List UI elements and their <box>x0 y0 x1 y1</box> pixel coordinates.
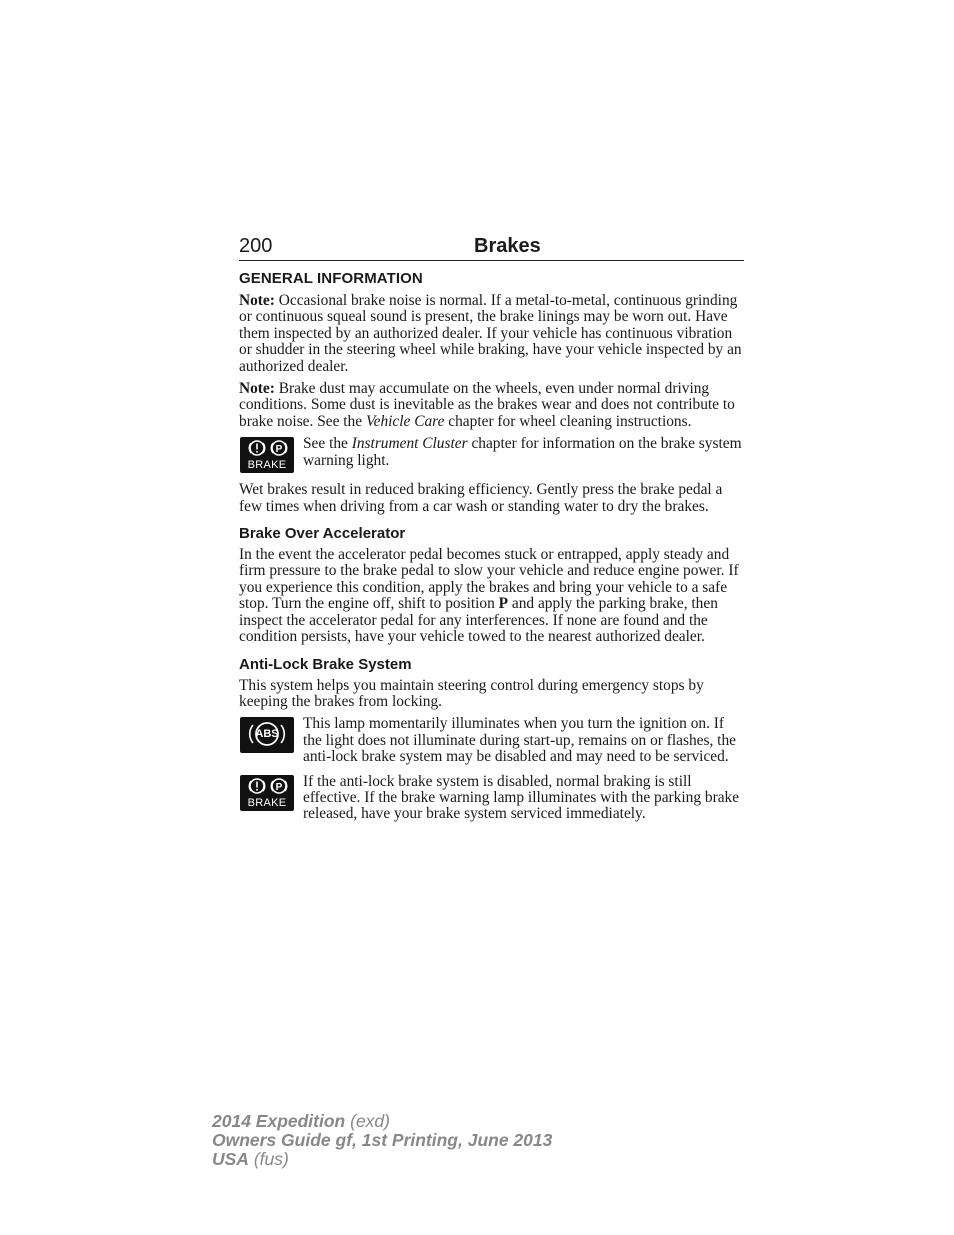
abs-lamp-text: This lamp momentarily illuminates when you turn the ignition on. If the light does not illuminate during start-up, remains on or flashes, the anti-lock brake system may be disabled and may need to be serviced. <box>303 716 736 766</box>
brake-over-accelerator-paragraph <box>239 547 744 645</box>
brake-warning-info <box>239 436 744 476</box>
note-text: Occasional brake noise is normal. If a metal-to-metal, continuous grinding or continuous squeal sound is present, the brake linings may be worn out. Have them inspected by an authorized dealer. If your vehicle has continuous vibration or shudder in the steering wheel while braking, have your vehicle inspected by an authorized dealer. <box>239 292 742 375</box>
vehicle-care-reference: Vehicle Care <box>365 412 445 430</box>
abs-lamp-info <box>239 716 744 771</box>
footer-guide-line <box>212 1131 552 1150</box>
footer-model: 2014 Expedition <box>212 1111 346 1131</box>
abs-disabled-text: If the anti-lock brake system is disabled, normal braking is still effective. If the brake warning lamp illuminates with the parking brake released, have your brake system serviced immediately. <box>303 773 740 823</box>
section-title-brake-over-accelerator: Brake Over Accelerator <box>239 525 406 543</box>
svg-text:P: P <box>275 444 283 456</box>
manual-page <box>239 228 744 835</box>
brake-warning-icon <box>240 437 294 473</box>
wet-brakes-paragraph: Wet brakes result in reduced braking efficiency. Gently press the brake pedal a few times when driving from a car wash or standing water to dry the brakes. <box>239 481 723 515</box>
page-footer <box>212 1112 552 1169</box>
footer-region-code: (fus) <box>248 1149 289 1169</box>
footer-model-line <box>212 1112 552 1131</box>
note-label: Note: <box>239 380 275 398</box>
page-number: 200 <box>239 235 273 257</box>
abs-icon-label: ABS <box>255 728 279 741</box>
park-position: P <box>498 595 509 613</box>
note-brake-dust <box>239 381 744 430</box>
text-run: and apply the parking brake, then inspect the accelerator pedal for any interferences. If none are found and the condition persists, have your vehicle towed to the nearest authorized dealer. <box>239 595 718 646</box>
footer-region: USA <box>212 1149 249 1169</box>
note-label: Note: <box>239 292 275 309</box>
chapter-title: Brakes <box>474 235 541 257</box>
brake-warning-text <box>239 436 744 472</box>
note-text-b: chapter for wheel cleaning instructions. <box>444 412 692 430</box>
note-text-a: Brake dust may accumulate on the wheels, even under normal driving conditions. Some dust is inevitable as the brakes wear and does not contribute to brake noise. See the <box>239 380 735 430</box>
text-run: chapter for information on the brake system warning light. <box>303 436 742 469</box>
brake-icon-label: BRAKE <box>247 796 287 809</box>
abs-intro-paragraph: This system helps you maintain steering control during emergency stops by keeping the brakes from locking. <box>239 676 704 710</box>
text-run: In the event the accelerator pedal becomes stuck or entrapped, apply steady and firm pressure to the brake pedal to slow your vehicle and reduce engine power. If you experience this condition, apply the brakes and bring your vehicle to a safe stop. Turn the engine off, shift to position <box>239 546 739 613</box>
footer-region-line <box>212 1150 552 1169</box>
note-brake-noise <box>239 293 744 375</box>
instrument-cluster-reference: Instrument Cluster <box>351 436 468 453</box>
abs-warning-icon <box>240 717 294 753</box>
section-title-anti-lock-brake-system: Anti-Lock Brake System <box>239 655 412 673</box>
brake-icon-label: BRAKE <box>247 459 287 472</box>
page-header <box>239 228 744 261</box>
svg-text:P: P <box>275 781 283 793</box>
brake-warning-icon <box>240 775 294 811</box>
text-run: See the <box>303 436 352 453</box>
footer-model-code: (exd) <box>345 1111 390 1131</box>
section-title-general-information: GENERAL INFORMATION <box>239 270 423 287</box>
abs-disabled-info <box>239 774 744 829</box>
footer-guide: Owners Guide gf, 1st Printing, June 2013 <box>212 1130 553 1150</box>
